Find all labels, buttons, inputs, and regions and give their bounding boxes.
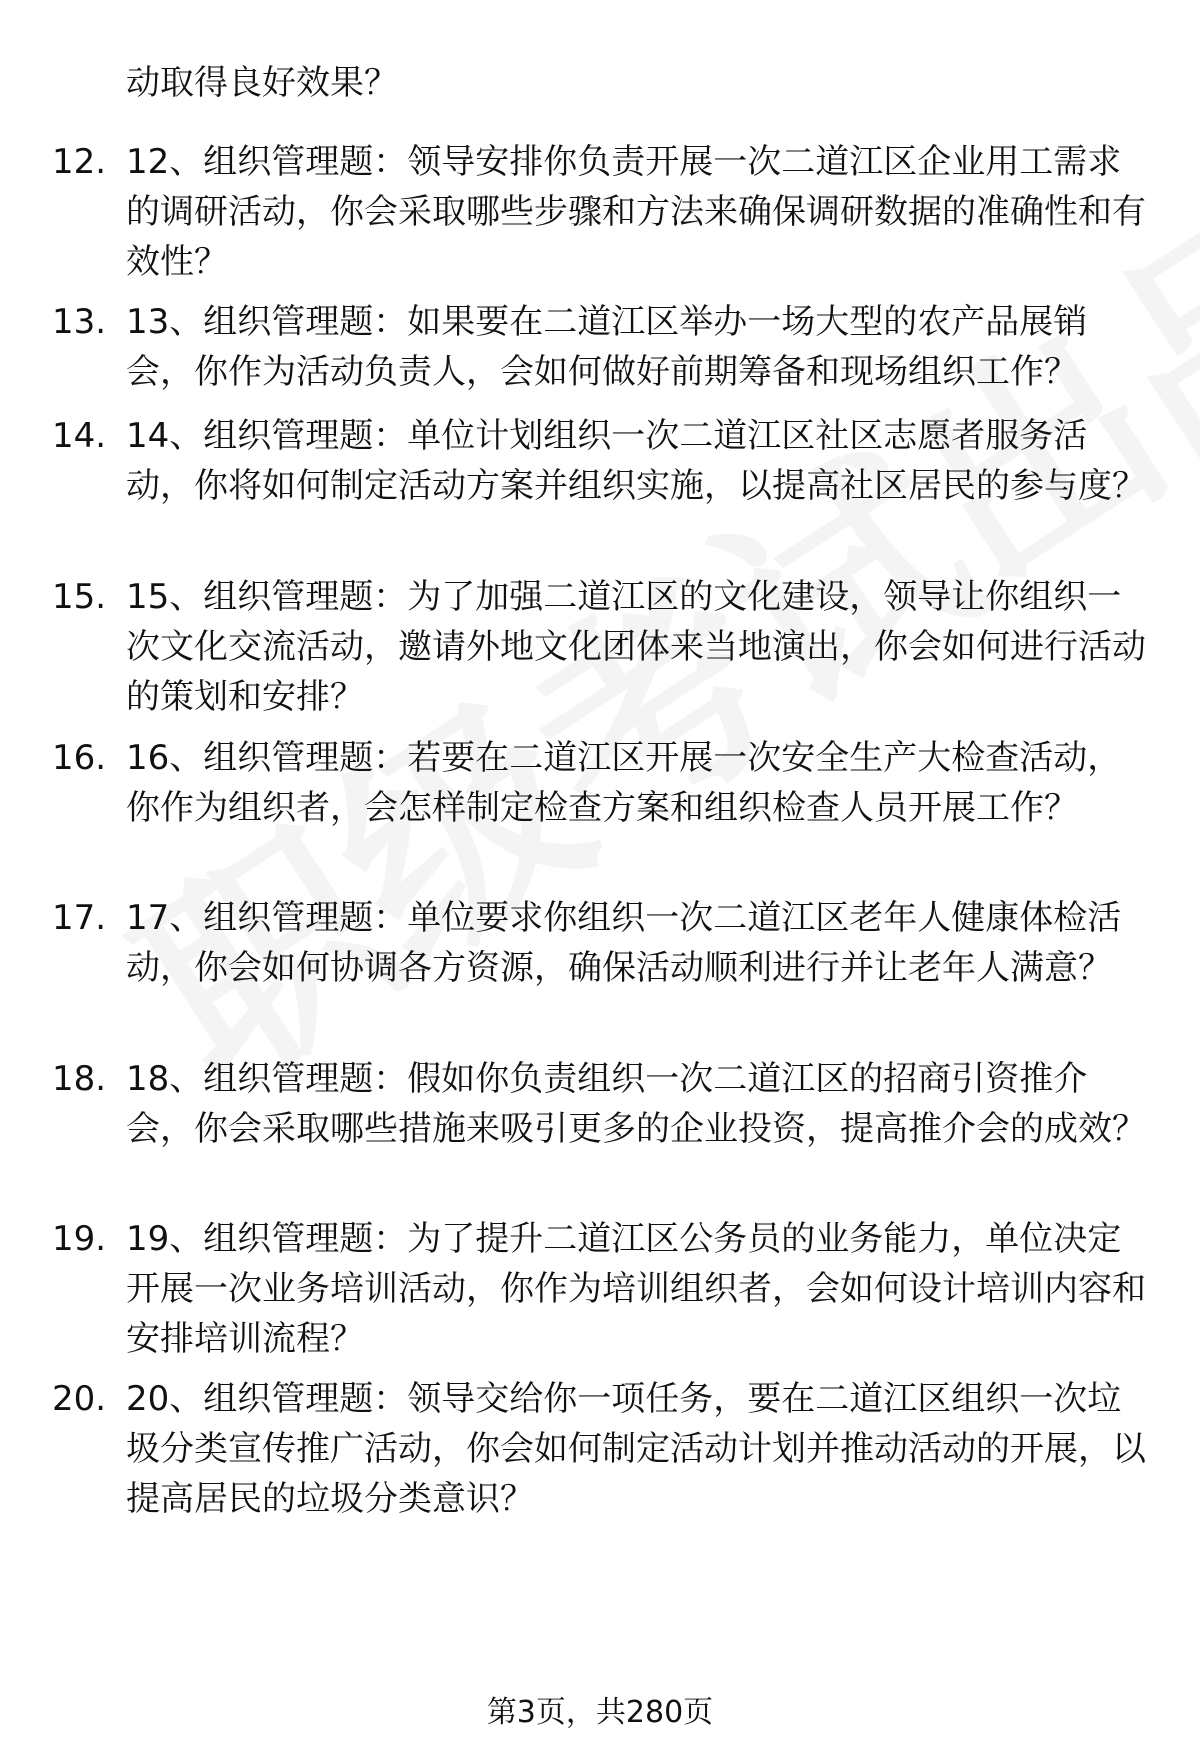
question-number: 12. (52, 142, 107, 182)
question-text: 18、组织管理题：假如你负责组织一次二道江区的招商引资推介会，你会采取哪些措施来吸引更多的企业投资，提高推介会的成效？ (126, 1059, 1146, 1149)
question-number: 17. (52, 898, 107, 938)
question-text: 12、组织管理题：领导安排你负责开展一次二道江区企业用工需求的调研活动，你会采取哪些步骤和方法来确保调研数据的准确性和有效性？ (126, 142, 1146, 282)
continued-question-text: 动取得良好效果？ (126, 63, 398, 103)
question-number: 13. (52, 302, 107, 342)
page-footer: 第3页，共280页 (486, 1695, 714, 1730)
question-text: 19、组织管理题：为了提升二道江区公务员的业务能力，单位决定开展一次业务培训活动，你作为培训组织者，会如何设计培训内容和安排培训流程？ (126, 1219, 1146, 1359)
question-text: 16、组织管理题：若要在二道江区开展一次安全生产大检查活动，你作为组织者，会怎样制定检查方案和组织检查人员开展工作？ (126, 738, 1122, 828)
question-number: 19. (52, 1219, 107, 1259)
question-number: 15. (52, 577, 107, 617)
question-text: 20、组织管理题：领导交给你一项任务，要在二道江区组织一次垃圾分类宣传推广活动，你会如何制定活动计划并推动活动的开展，以提高居民的垃圾分类意识？ (126, 1379, 1146, 1519)
question-number: 20. (52, 1379, 107, 1419)
question-text: 14、组织管理题：单位计划组织一次二道江区社区志愿者服务活动，你将如何制定活动方案并组织实施，以提高社区居民的参与度？ (126, 416, 1146, 506)
question-text: 13、组织管理题：如果要在二道江区举办一场大型的农产品展销会，你作为活动负责人，会如何做好前期筹备和现场组织工作？ (126, 302, 1088, 392)
question-text: 15、组织管理题：为了加强二道江区的文化建设，领导让你组织一次文化交流活动，邀请外地文化团体来当地演出，你会如何进行活动的策划和安排？ (126, 577, 1146, 717)
question-text: 17、组织管理题：单位要求你组织一次二道江区老年人健康体检活动，你会如何协调各方资源，确保活动顺利进行并让老年人满意？ (126, 898, 1122, 988)
question-number: 16. (52, 738, 107, 778)
question-number: 18. (52, 1059, 107, 1099)
question-number: 14. (52, 416, 107, 456)
